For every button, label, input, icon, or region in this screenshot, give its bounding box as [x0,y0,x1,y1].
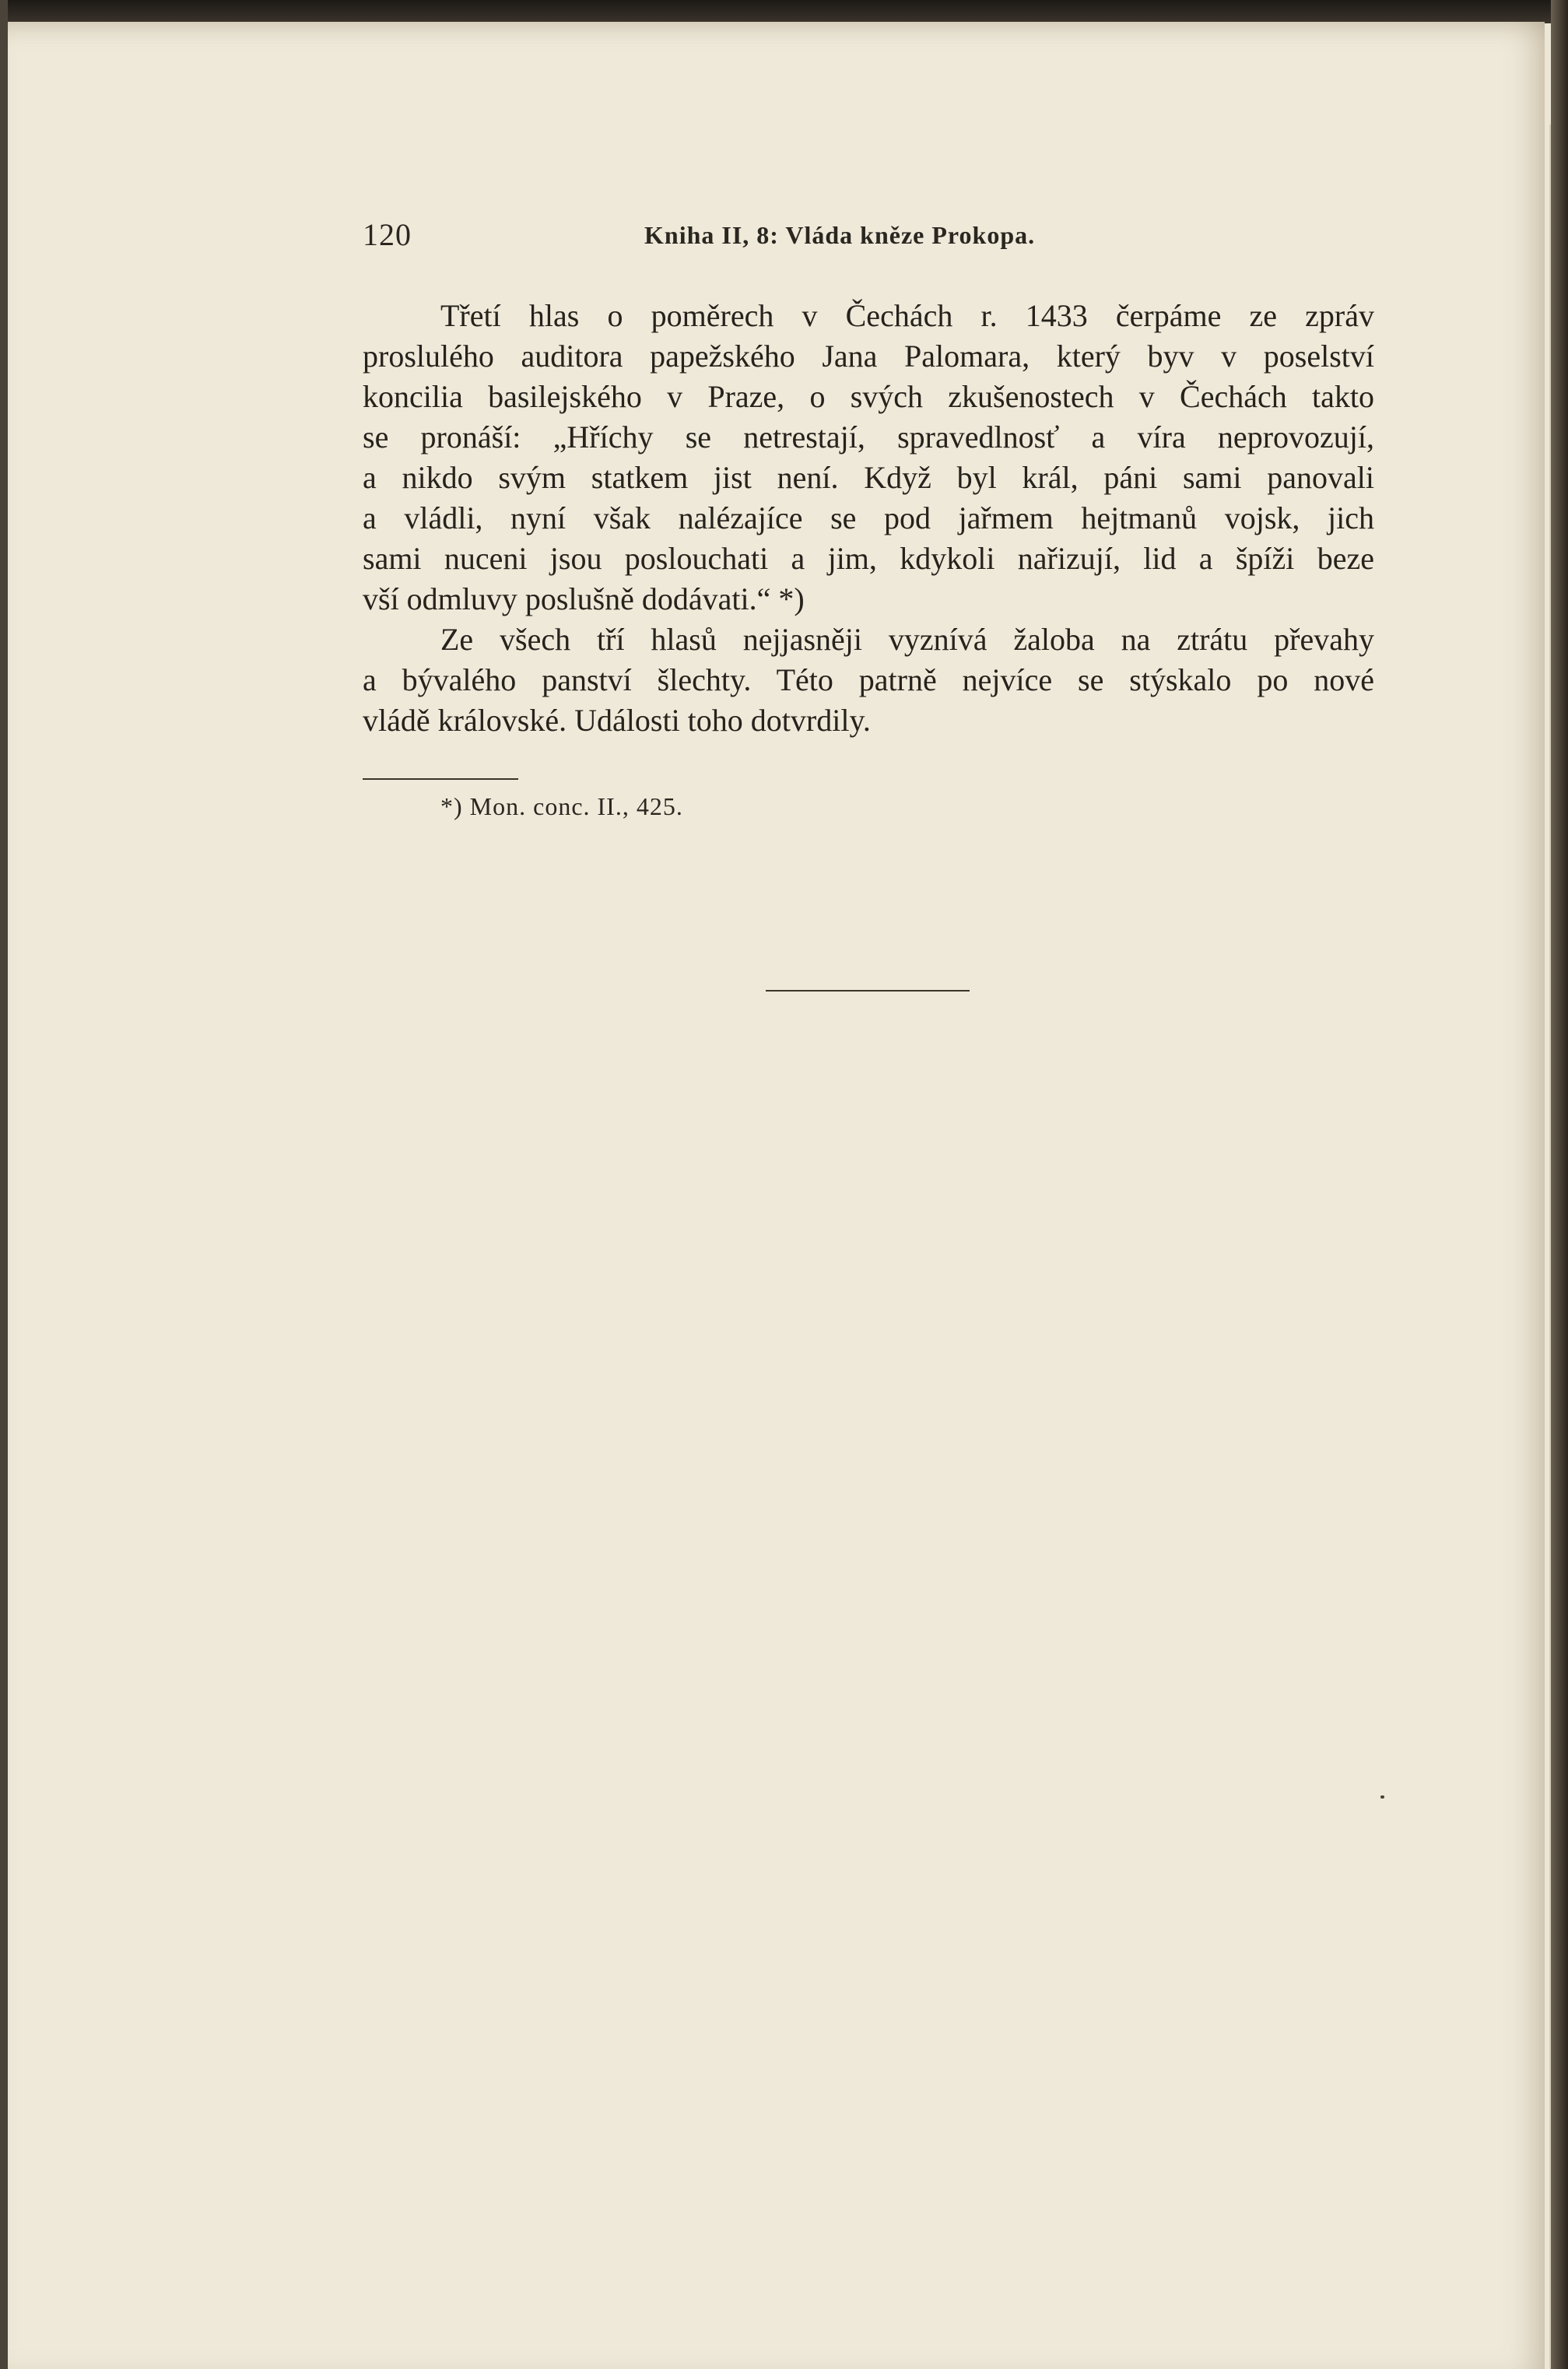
paper-speck [1380,1795,1384,1799]
text-line: vládě královské. Události toho dotvrdily. [363,703,871,738]
paragraph-1 [363,296,1374,619]
text-line: Ze všech tří hlasů nejjasněji vyznívá žaloba na ztrátu převahy [440,622,1374,657]
footnote: *) Mon. conc. II., 425. [440,792,683,820]
text-line: vší odmluvy poslušně dodávati.“ *) [363,581,805,616]
running-head [363,216,1141,263]
text-line: a vládli, nyní však nalézajíce se pod jařmem hejtmanů vojsk, jich [363,500,1374,535]
text-line: koncilia basilejského v Praze, o svých zkušenostech v Čechách takto [363,379,1374,414]
text-line: a bývalého panství šlechty. Této patrně nejvíce se stýskalo po nové [363,662,1374,697]
scan-left-edge [0,0,8,2369]
text-line: se pronáší: „Hříchy se netrestají, spravedlnosť a víra neprovozují, [363,419,1374,454]
text-line: sami nuceni jsou poslouchati a jim, kdykoli nařizují, lid a špíži beze [363,541,1374,576]
section-end-rule [766,990,970,991]
scan-right-edge [1551,0,1568,2369]
scan-top-edge [0,0,1568,23]
text-line: a nikdo svým statkem jist není. Když byl král, páni sami panovali [363,460,1374,495]
text-line: proslulého auditora papežského Jana Palomara, který byv v poselství [363,339,1374,374]
footnote-divider [363,778,518,780]
paragraph-2 [363,619,1374,741]
page-number: 120 [363,217,412,252]
running-title: Kniha II, 8: Vláda kněze Prokopa. [644,221,1036,249]
text-line: Třetí hlas o poměrech v Čechách r. 1433 čerpáme ze zpráv [440,298,1374,333]
body-text [363,296,1374,741]
